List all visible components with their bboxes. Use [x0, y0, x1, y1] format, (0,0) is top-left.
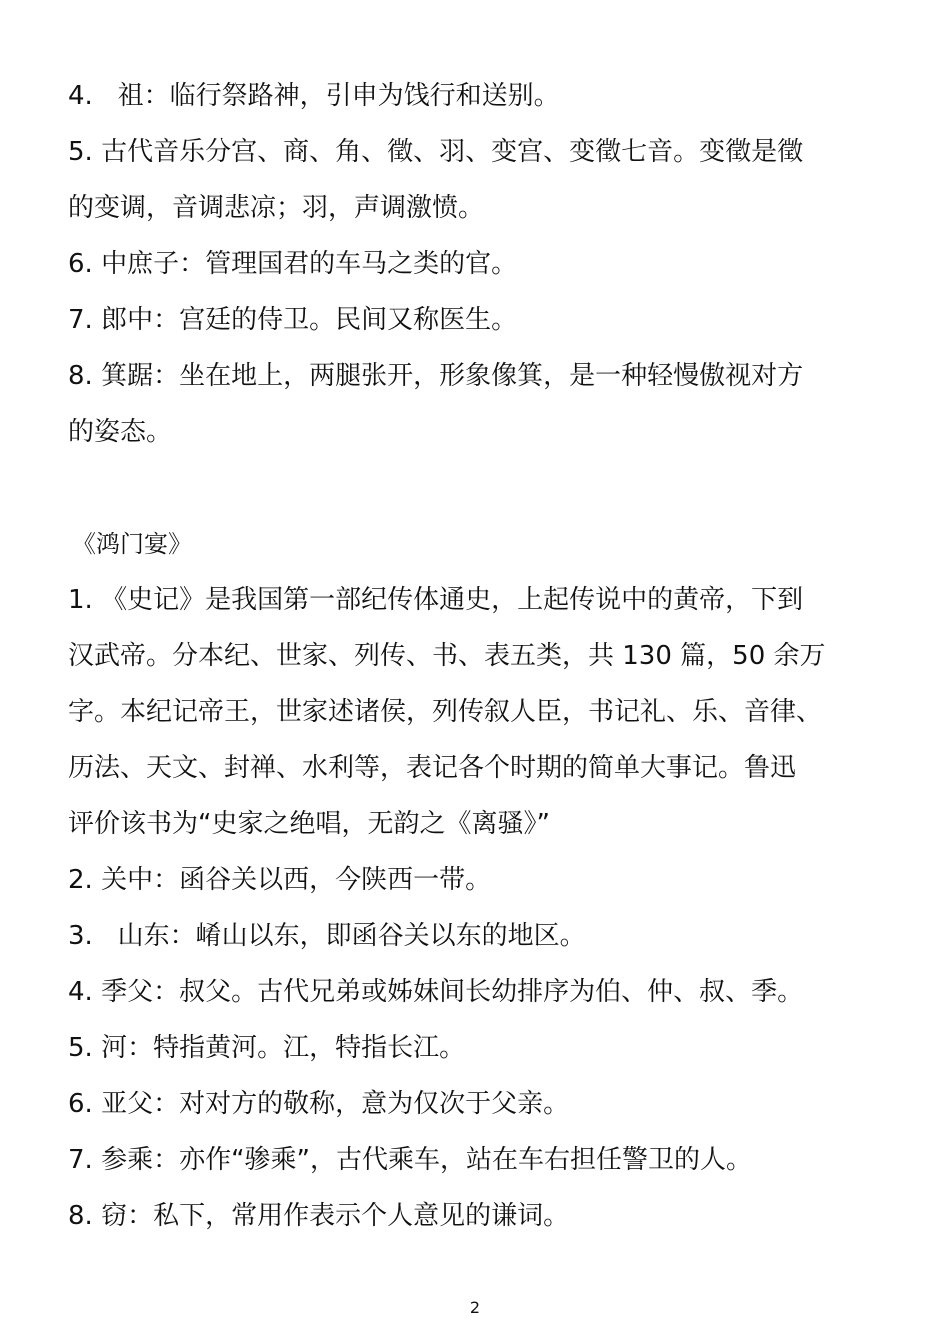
note-line: 字。本纪记帝王，世家述诸侯，列传叙人臣，书记礼、乐、音律、	[68, 697, 823, 727]
note-line: 2. 关中：函谷关以西，今陕西一带。	[68, 865, 492, 895]
note-line: 7. 郎中：宫廷的侍卫。民间又称医生。	[68, 305, 518, 335]
document-page	[68, 68, 888, 1244]
note-line: 1. 《史记》是我国第一部纪传体通史，上起传说中的黄帝，下到	[68, 585, 804, 615]
note-line: 的变调，音调悲凉；羽，声调激愤。	[68, 193, 485, 223]
note-line: 历法、天文、封禅、水利等，表记各个时期的简单大事记。鲁迅	[68, 753, 797, 783]
section-notes-continued	[68, 68, 888, 460]
note-line: 6. 中庶子：管理国君的车马之类的官。	[68, 249, 518, 279]
note-line: 3. 山东：崤山以东，即函谷关以东的地区。	[68, 921, 586, 951]
note-line: 5. 古代音乐分宫、商、角、徵、羽、变宫、变徵七音。变徵是徵	[68, 137, 804, 167]
note-line: 8. 箕踞：坐在地上，两腿张开，形象像箕，是一种轻慢傲视对方	[68, 361, 804, 391]
note-line: 4. 祖：临行祭路神，引申为饯行和送别。	[68, 81, 560, 111]
note-line: 4. 季父：叔父。古代兄弟或姊妹间长幼排序为伯、仲、叔、季。	[68, 977, 804, 1007]
note-line: 5. 河：特指黄河。江，特指长江。	[68, 1033, 466, 1063]
note-line: 汉武帝。分本纪、世家、列传、书、表五类，共 130 篇，50 余万	[68, 641, 826, 671]
page-number: 2	[469, 1298, 481, 1317]
section-hongmenyan-notes	[68, 572, 888, 1244]
note-line: 7. 参乘：亦作“骖乘”，古代乘车，站在车右担任警卫的人。	[68, 1145, 753, 1175]
section-heading: 《鸿门宴》	[72, 530, 192, 558]
note-line: 评价该书为“史家之绝唱，无韵之《离骚》”	[68, 809, 550, 839]
note-line: 6. 亚父：对对方的敬称，意为仅次于父亲。	[68, 1089, 570, 1119]
note-line: 的姿态。	[68, 417, 173, 447]
note-line: 8. 窃：私下，常用作表示个人意见的谦词。	[68, 1201, 570, 1231]
